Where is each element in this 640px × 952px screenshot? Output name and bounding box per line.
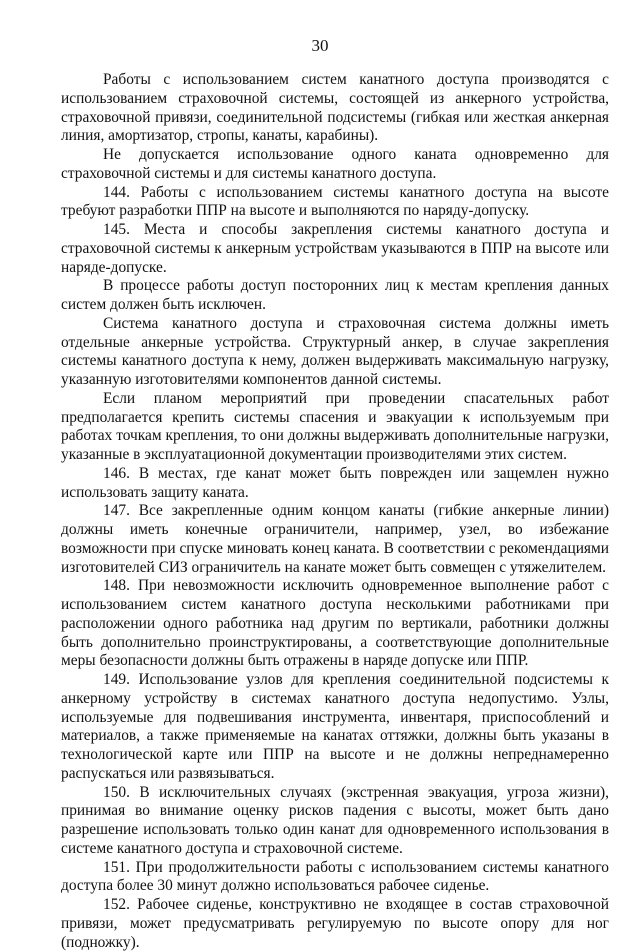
paragraph-item-146: 146. В местах, где канат может быть поврежден или защемлен нужно использовать защиту каната. — [61, 464, 609, 501]
paragraph: Не допускается использование одного каната одновременно для страховочной системы и для системы канатного доступа. — [61, 146, 609, 182]
paragraph-item-148: 148. При невозможности исключить одновременное выполнение работ с использованием систем канатного доступа несколькими работниками при расположении одного работника над другим по вертикали, работники должны быть дополнительно проинструктированы, а соответствующие дополнительные меры безопасности должны быть отражены в наряде допуске или ППР. — [61, 577, 609, 670]
paragraph: Если планом мероприятий при проведении спасательных работ предполагается крепить системы спасения и эвакуации к используемым при работах точкам крепления, то они должны выдерживать дополнительные нагрузки, указанные в эксплуатационной документации производителями этих систем. — [61, 389, 609, 463]
paragraph: В процессе работы доступ посторонних лиц к местам крепления данных систем должен быть исключен. — [61, 277, 609, 313]
document-body — [61, 71, 609, 952]
paragraph: Работы с использованием систем канатного доступа производятся с использованием страховочной системы, состоящей из анкерного устройства, страховочной привязи, соединительной подсистемы (гибкая или жесткая анкерная линия, амортизатор, стропы, канаты, карабины). — [61, 71, 609, 145]
paragraph-item-152: 152. Рабочее сиденье, конструктивно не входящее в состав страховочной привязи, может предусматривать регулируемую по высоте опору для ног (подножку). — [61, 896, 609, 951]
paragraph-item-150: 150. В исключительных случаях (экстренная эвакуация, угроза жизни), принимая во внимание оценку рисков падения с высоты, может быть дано разрешение использовать только один канат для одновременного использования в системе канатного доступа и страховочной системе. — [61, 783, 609, 857]
paragraph-item-147: 147. Все закрепленные одним концом канаты (гибкие анкерные линии) должны иметь конечные ограничители, например, узел, во избежание возможности при спуске миновать конец каната. В соответствии с рекомендациями изготовителей СИЗ ограничитель на канате может быть совмещен с утяжелителем. — [61, 502, 609, 576]
paragraph-item-151: 151. При продолжительности работы с использованием системы канатного доступа более 30 минут должно использоваться рабочее сиденье. — [61, 858, 609, 895]
paragraph-item-144: 144. Работы с использованием системы канатного доступа на высоте требуют разработки ППР на высоте и выполняются по наряду-допуску. — [61, 183, 609, 220]
paragraph: Система канатного доступа и страховочная система должны иметь отдельные анкерные устройства. Структурный анкер, в случае закрепления системы канатного доступа к нему, должен выдерживать максимальную нагрузку, указанную изготовителями компонентов данной системы. — [61, 314, 609, 388]
page-number: 30 — [311, 36, 329, 55]
paragraph-item-149: 149. Использование узлов для крепления соединительной подсистемы к анкерному устройству в системах канатного доступа недопустимо. Узлы, используемые для подвешивания инструмента, инвентаря, приспособлений и материалов, а также применяемые на канатах оттяжки, должны быть указаны в технологической карте или ППР на высоте и не должны непреднамеренно распускаться или развязываться. — [61, 671, 609, 782]
paragraph-item-145: 145. Места и способы закрепления системы канатного доступа и страховочной системы к анкерным устройствам указываются в ППР на высоте или наряде-допуске. — [61, 221, 609, 276]
